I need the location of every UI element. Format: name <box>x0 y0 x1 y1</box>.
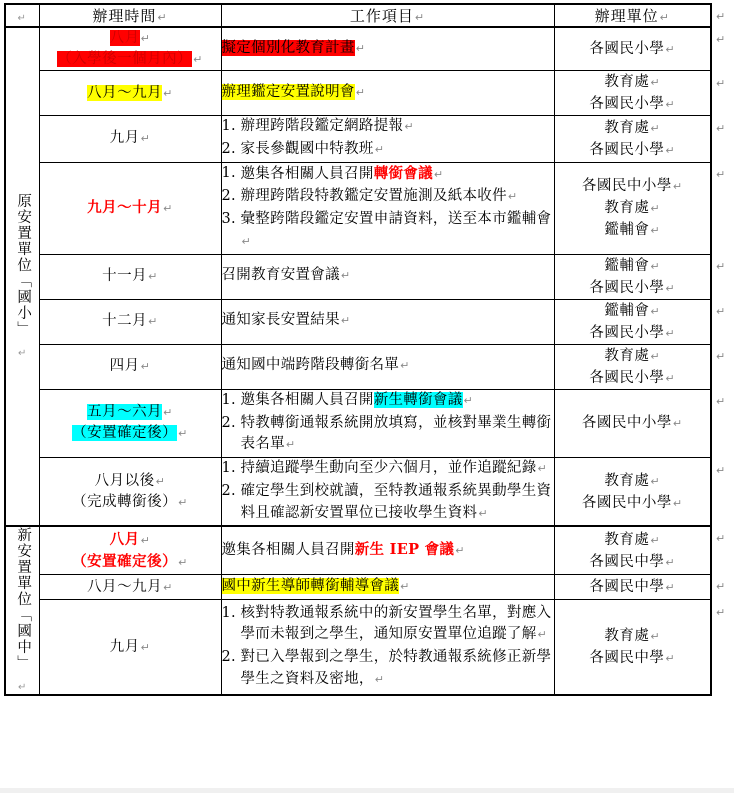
work-item <box>222 209 554 253</box>
unit-line <box>555 139 711 161</box>
time-text: （安置確定後） <box>72 425 178 442</box>
work-item-list <box>222 390 554 456</box>
unit-text: 各國民中小學 <box>581 494 672 511</box>
paragraph-mark-icon: ↵ <box>163 406 173 420</box>
responsible-unit-cell <box>554 299 711 344</box>
time-line <box>40 128 221 149</box>
margin-paragraph-mark-icon: ↵ <box>716 395 726 408</box>
text-run: 辦理鑑定安置說明會 <box>221 83 355 100</box>
time-text: （入學後一個月內） <box>57 51 193 68</box>
section-category-label: 原安置單位「國小」 <box>15 193 32 338</box>
paragraph-mark-icon: ↵ <box>665 43 676 56</box>
unit-text: 各國民小學 <box>589 141 665 158</box>
paragraph-mark-icon: ↵ <box>241 234 252 248</box>
work-item-list <box>222 116 554 161</box>
text-run: 確定學生到校就讀，至特教通報系統異動學生資料且確認新安置單位已接收學生資料 <box>240 482 552 521</box>
paragraph-mark-icon: ↵ <box>650 259 661 273</box>
work-item-cell <box>221 526 554 574</box>
work-item <box>222 186 554 208</box>
margin-paragraph-mark-icon: ↵ <box>716 33 726 46</box>
margin-paragraph-marks <box>716 0 734 793</box>
text-run: 家長參觀國中特教班 <box>240 140 374 157</box>
paragraph-mark-icon: ↵ <box>340 314 351 328</box>
work-item <box>222 539 554 562</box>
paragraph-mark-icon: ↵ <box>178 495 188 509</box>
paragraph-mark-icon: ↵ <box>650 349 661 363</box>
work-item-cell <box>221 344 554 389</box>
table-row <box>5 458 711 527</box>
table-row <box>5 116 711 163</box>
work-item-number: 1. <box>221 391 236 408</box>
responsible-unit-cell <box>554 600 711 696</box>
unit-line <box>555 345 711 367</box>
work-item <box>222 647 554 691</box>
work-item-number: 2. <box>221 482 236 499</box>
work-item-cell <box>221 299 554 344</box>
paragraph-mark-icon: ↵ <box>672 180 683 194</box>
paragraph-mark-icon: ↵ <box>665 281 676 295</box>
paragraph-mark-icon: ↵ <box>340 269 351 283</box>
paragraph-mark-icon: ↵ <box>665 371 676 385</box>
paragraph-mark-icon: ↵ <box>650 630 661 644</box>
unit-text: 教育處 <box>604 531 650 548</box>
responsible-unit-cell <box>554 526 711 574</box>
unit-text: 各國民小學 <box>589 369 665 386</box>
paragraph-mark-icon: ↵ <box>355 41 366 55</box>
paragraph-mark-icon: ↵ <box>157 11 168 24</box>
unit-text: 教育處 <box>604 119 650 136</box>
work-item-list <box>222 576 554 598</box>
work-item-cell <box>221 27 554 71</box>
paragraph-mark-icon: ↵ <box>374 672 385 686</box>
paragraph-mark-icon: ↵ <box>537 628 548 642</box>
time-line <box>40 49 221 70</box>
unit-text: 各國民小學 <box>589 279 665 296</box>
table-row <box>5 299 711 344</box>
paragraph-mark-icon: ↵ <box>400 359 410 373</box>
table-header-row <box>5 4 711 27</box>
paragraph-mark-icon: ↵ <box>463 393 474 407</box>
unit-line <box>555 470 711 492</box>
paragraph-mark-icon: ↵ <box>659 11 670 24</box>
margin-paragraph-mark-icon: ↵ <box>716 10 726 23</box>
paragraph-mark-icon: ↵ <box>414 11 426 24</box>
work-item <box>222 139 554 161</box>
paragraph-mark-icon: ↵ <box>665 652 676 666</box>
unit-text: 各國民中小學 <box>581 415 672 432</box>
work-item-list <box>222 265 554 287</box>
work-item-list <box>222 539 554 562</box>
text-run: 核對特教通報系統中的新安置學生名單，對應入學而未報到之學生，通知原安置單位追蹤了解 <box>240 604 552 643</box>
unit-line <box>555 255 711 277</box>
margin-paragraph-mark-icon: ↵ <box>716 77 726 90</box>
column-header-time <box>39 4 221 27</box>
paragraph-mark-icon: ↵ <box>163 202 173 216</box>
unit-line <box>555 551 711 573</box>
unit-text: 教育處 <box>604 74 650 91</box>
paragraph-mark-icon: ↵ <box>285 438 296 452</box>
column-header-label: 辦理單位 <box>594 7 659 25</box>
time-line <box>40 529 221 551</box>
time-text: 八月～九月 <box>87 84 163 101</box>
responsible-unit-cell <box>554 458 711 527</box>
work-item <box>222 390 554 412</box>
work-item <box>222 265 554 287</box>
text-run: 國中新生導師轉銜輔導會議 <box>221 577 400 594</box>
paragraph-mark-icon: ↵ <box>148 270 158 284</box>
paragraph-mark-icon: ↵ <box>400 579 410 593</box>
work-item <box>222 458 554 480</box>
work-item-cell <box>221 162 554 254</box>
time-line <box>40 266 221 287</box>
time-line <box>40 471 221 492</box>
paragraph-mark-icon: ↵ <box>178 427 188 441</box>
time-text: 四月 <box>109 358 140 375</box>
time-line <box>40 637 221 658</box>
work-item <box>222 163 554 186</box>
time-text: 十二月 <box>102 313 148 330</box>
margin-paragraph-mark-icon: ↵ <box>716 606 726 619</box>
work-item-number: 2. <box>221 188 236 205</box>
work-item <box>222 481 554 525</box>
paragraph-mark-icon: ↵ <box>18 682 27 694</box>
work-item <box>222 603 554 647</box>
schedule-time-cell <box>39 600 221 696</box>
time-text: 八月～九月 <box>87 578 163 595</box>
unit-text: 各國民中學 <box>589 553 665 570</box>
time-text: 八月以後 <box>94 472 155 489</box>
paragraph-mark-icon: ↵ <box>665 98 676 112</box>
responsible-unit-cell <box>554 574 711 599</box>
column-header-unit <box>554 4 711 27</box>
work-item <box>222 310 554 332</box>
paragraph-mark-icon: ↵ <box>650 202 661 216</box>
paragraph-mark-icon: ↵ <box>148 315 158 329</box>
paragraph-mark-icon: ↵ <box>507 190 518 204</box>
unit-line <box>555 322 711 344</box>
time-line <box>40 577 221 598</box>
margin-paragraph-mark-icon: ↵ <box>716 532 726 545</box>
unit-line <box>555 300 711 322</box>
schedule-time-cell <box>39 71 221 116</box>
text-run: 新生 IEP 會議 <box>354 540 455 558</box>
paragraph-mark-icon: ↵ <box>650 304 661 318</box>
time-line <box>40 492 221 513</box>
unit-text: 各國民中學 <box>589 650 665 667</box>
unit-line <box>555 38 711 60</box>
paragraph-mark-icon: ↵ <box>455 543 465 557</box>
work-item-cell <box>221 458 554 527</box>
time-text: 九月 <box>109 638 140 655</box>
margin-paragraph-mark-icon: ↵ <box>716 350 726 363</box>
table-row <box>5 71 711 116</box>
paragraph-mark-icon: ↵ <box>650 224 661 238</box>
work-item-cell <box>221 254 554 299</box>
unit-text: 教育處 <box>604 347 650 364</box>
paragraph-mark-icon: ↵ <box>193 53 203 67</box>
time-text: 九月 <box>109 130 140 147</box>
margin-paragraph-mark-icon: ↵ <box>716 464 726 477</box>
unit-text: 各國民中學 <box>589 578 665 595</box>
unit-line <box>555 492 711 514</box>
work-item-number: 1. <box>221 460 236 477</box>
work-item <box>222 355 554 377</box>
responsible-unit-cell <box>554 116 711 163</box>
paragraph-mark-icon: ↵ <box>665 326 676 340</box>
column-header-label: 辦理時間 <box>92 7 157 25</box>
work-item-list <box>222 82 554 104</box>
time-text: 九月～十月 <box>87 199 163 217</box>
responsible-unit-cell <box>554 162 711 254</box>
table-row <box>5 162 711 254</box>
unit-text: 鑑輔會 <box>604 302 650 319</box>
unit-text: 各國民中小學 <box>581 178 672 195</box>
text-run: 擬定個別化教育計畫 <box>221 39 355 56</box>
text-run: 新生轉銜會議 <box>373 391 463 408</box>
paragraph-mark-icon: ↵ <box>665 555 676 569</box>
table-row <box>5 600 711 696</box>
paragraph-mark-icon: ↵ <box>163 86 173 100</box>
table-row <box>5 254 711 299</box>
work-item-list <box>222 38 554 60</box>
paragraph-mark-icon: ↵ <box>672 496 683 510</box>
unit-line <box>555 529 711 551</box>
schedule-time-cell <box>39 254 221 299</box>
work-item-list <box>222 458 554 524</box>
schedule-time-cell <box>39 526 221 574</box>
margin-paragraph-mark-icon: ↵ <box>716 580 726 593</box>
work-item-number: 3. <box>221 211 236 228</box>
work-item-cell <box>221 574 554 599</box>
text-run: 彙整跨階段鑑定安置申請資料，送至本市鑑輔會 <box>240 211 552 228</box>
text-run: 辦理跨階段特教鑑定安置施測及紙本收件 <box>240 188 507 205</box>
paragraph-mark-icon: ↵ <box>537 462 548 476</box>
text-run: 召開教育安置會議 <box>221 267 340 284</box>
unit-line <box>555 367 711 389</box>
paragraph-mark-icon: ↵ <box>140 132 151 146</box>
time-line <box>40 551 221 573</box>
paragraph-mark-icon: ↵ <box>672 417 683 431</box>
time-text: 十一月 <box>102 268 148 285</box>
paragraph-mark-icon: ↵ <box>178 555 188 569</box>
text-run: 邀集各相關人員召開 <box>240 165 374 182</box>
schedule-time-cell <box>39 389 221 457</box>
unit-line <box>555 93 711 115</box>
unit-text: 各國民小學 <box>589 41 665 57</box>
time-line <box>40 311 221 332</box>
schedule-time-cell <box>39 574 221 599</box>
work-item-number: 1. <box>221 604 236 621</box>
table-row <box>5 389 711 457</box>
responsible-unit-cell <box>554 71 711 116</box>
time-line <box>40 356 221 377</box>
column-header-category <box>5 4 39 27</box>
text-run: 辦理跨階段鑑定網路提報 <box>240 118 404 135</box>
time-text: 八月 <box>109 530 140 548</box>
work-item <box>222 38 554 60</box>
responsible-unit-cell <box>554 254 711 299</box>
table-row <box>5 574 711 599</box>
paragraph-mark-icon: ↵ <box>404 120 414 134</box>
schedule-time-cell <box>39 299 221 344</box>
work-item-number: 2. <box>221 414 236 431</box>
unit-line <box>555 647 711 669</box>
margin-paragraph-mark-icon: ↵ <box>716 168 726 181</box>
work-item-number: 2. <box>221 140 236 157</box>
paragraph-mark-icon: ↵ <box>665 580 676 594</box>
time-text: （安置確定後） <box>72 552 178 570</box>
work-item-list <box>222 355 554 377</box>
section-category-label: 新安置單位「國中」 <box>15 527 32 672</box>
work-item-number: 1. <box>221 118 236 135</box>
unit-line <box>555 625 711 647</box>
column-header-label: 工作項目 <box>349 7 414 25</box>
work-item-number: 1. <box>221 164 236 181</box>
unit-line <box>555 117 711 139</box>
time-line <box>40 83 221 104</box>
work-item-cell <box>221 71 554 116</box>
work-item <box>222 116 554 138</box>
time-line <box>40 402 221 423</box>
work-item-number: 2. <box>221 649 236 666</box>
table-row <box>5 526 711 574</box>
paragraph-mark-icon: ↵ <box>650 121 661 135</box>
paragraph-mark-icon: ↵ <box>433 167 444 181</box>
unit-line <box>555 412 711 434</box>
unit-line <box>555 175 711 197</box>
text-run: 對已入學報到之學生，於特教通報系統修正新學學生之資料及密地， <box>240 649 552 687</box>
unit-line <box>555 219 711 241</box>
work-item-list <box>222 163 554 253</box>
column-header-task <box>221 4 554 27</box>
section-category-cell <box>5 526 39 695</box>
section-category-cell <box>5 27 39 526</box>
text-run: 持續追蹤學生動向至少六個月，並作追蹤紀錄 <box>240 460 537 477</box>
time-text: （完成轉銜後） <box>72 493 178 510</box>
time-line <box>40 423 221 444</box>
table-row <box>5 27 711 71</box>
transition-schedule-table <box>4 3 712 696</box>
paragraph-mark-icon: ↵ <box>140 533 151 547</box>
paragraph-mark-icon: ↵ <box>374 142 385 156</box>
unit-line <box>555 576 711 598</box>
text-run: 通知家長安置結果 <box>221 312 340 329</box>
unit-line <box>555 197 711 219</box>
page-bottom-cutoff <box>0 788 734 793</box>
time-text: 五月～六月 <box>87 404 163 421</box>
unit-text: 各國民小學 <box>589 324 665 341</box>
paragraph-mark-icon: ↵ <box>140 360 151 374</box>
paragraph-mark-icon: ↵ <box>478 506 488 520</box>
unit-line <box>555 71 711 93</box>
schedule-time-cell <box>39 116 221 163</box>
paragraph-mark-icon: ↵ <box>665 143 676 157</box>
work-item-list <box>222 310 554 332</box>
work-item-cell <box>221 116 554 163</box>
margin-paragraph-mark-icon: ↵ <box>716 260 726 273</box>
text-run: 邀集各相關人員召開 <box>240 391 374 408</box>
work-item-list <box>222 603 554 691</box>
schedule-time-cell <box>39 27 221 71</box>
margin-paragraph-mark-icon: ↵ <box>716 305 726 318</box>
text-run: 通知國中端跨階段轉銜名單 <box>221 357 400 374</box>
schedule-time-cell <box>39 344 221 389</box>
paragraph-mark-icon: ↵ <box>650 474 661 488</box>
paragraph-mark-icon: ↵ <box>18 348 27 360</box>
schedule-time-cell <box>39 458 221 527</box>
unit-text: 教育處 <box>604 200 650 217</box>
work-item <box>222 576 554 598</box>
paragraph-mark-icon: ↵ <box>140 32 151 45</box>
text-run: 特教轉銜通報系統開放填寫，並核對畢業生轉銜表名單 <box>240 414 552 453</box>
unit-line <box>555 277 711 299</box>
work-item <box>222 413 554 457</box>
paragraph-mark-icon: ↵ <box>17 12 27 24</box>
paragraph-mark-icon: ↵ <box>355 85 366 99</box>
unit-text: 鑑輔會 <box>604 222 650 239</box>
paragraph-mark-icon: ↵ <box>650 76 661 90</box>
unit-text: 教育處 <box>604 472 650 489</box>
work-item-cell <box>221 389 554 457</box>
unit-text: 教育處 <box>604 628 650 645</box>
paragraph-mark-icon: ↵ <box>140 640 151 654</box>
unit-text: 各國民小學 <box>589 96 665 113</box>
responsible-unit-cell <box>554 389 711 457</box>
work-item-cell <box>221 600 554 696</box>
text-run: 轉銜會議 <box>373 164 433 182</box>
time-text: 八月 <box>109 30 140 46</box>
paragraph-mark-icon: ↵ <box>163 580 173 594</box>
margin-paragraph-mark-icon: ↵ <box>716 122 726 135</box>
work-item <box>222 82 554 104</box>
responsible-unit-cell <box>554 344 711 389</box>
time-line <box>40 28 221 49</box>
schedule-time-cell <box>39 162 221 254</box>
table-row <box>5 344 711 389</box>
text-run: 邀集各相關人員召開 <box>221 541 355 558</box>
paragraph-mark-icon: ↵ <box>650 533 661 547</box>
time-line <box>40 197 221 219</box>
unit-text: 鑑輔會 <box>604 257 650 274</box>
paragraph-mark-icon: ↵ <box>155 474 166 488</box>
responsible-unit-cell <box>554 27 711 71</box>
